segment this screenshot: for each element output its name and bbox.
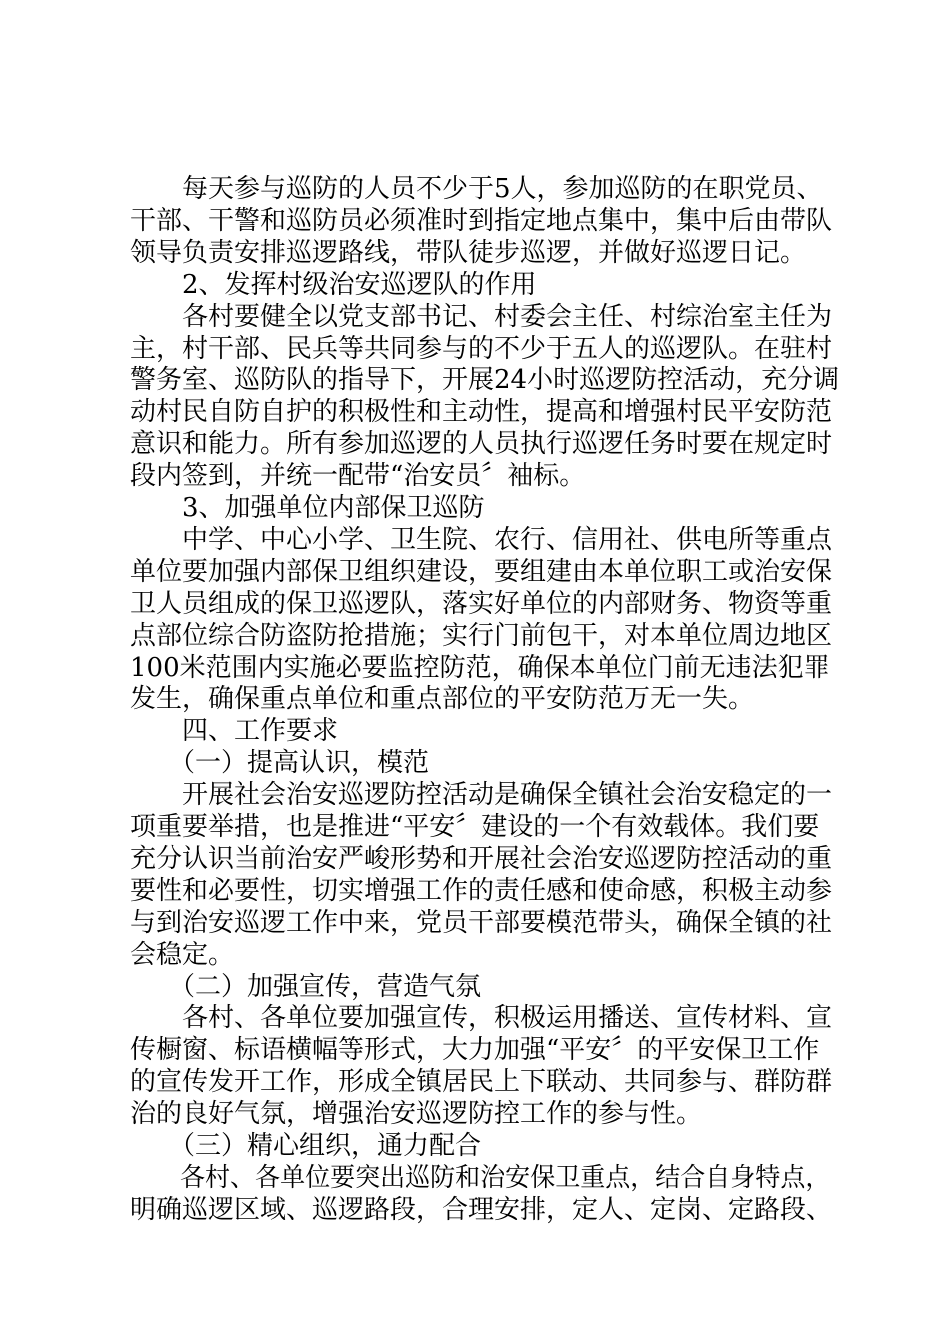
text-line: 卫人员组成的保卫巡逻队，落实好单位的内部财务、物资等重 xyxy=(130,589,833,619)
text-line: 100米范围内实施必要监控防范，确保本单位门前无违法犯罪 xyxy=(130,653,830,683)
text-line: 会稳定。 xyxy=(130,940,235,970)
text-line: 动村民自防自护的积极性和主动性，提高和增强村民平安防范 xyxy=(130,397,833,427)
subsection-heading: （二）加强宣传，营造气氛 xyxy=(130,972,482,1002)
text-line: 开展社会治安巡逻防控活动是确保全镇社会治安稳定的一 xyxy=(130,780,833,810)
text-line: 主，村干部、民兵等共同参与的不少于五人的巡逻队。在驻村 xyxy=(130,334,833,364)
text-line: 要性和必要性，切实增强工作的责任感和使命感，积极主动参 xyxy=(130,876,833,906)
text-line: 单位要加强内部保卫组织建设，要组建由本单位职工或治安保 xyxy=(130,557,833,587)
text-line: 各村要健全以党支部书记、村委会主任、村综治室主任为 xyxy=(130,302,833,332)
text-line: 领导负责安排巡逻路线，带队徒步巡逻，并做好巡逻日记。 xyxy=(130,238,807,268)
section-heading: 2、发挥村级治安巡逻队的作用 xyxy=(130,270,537,300)
text-line: 充分认识当前治安严峻形势和开展社会治安巡逻防控活动的重 xyxy=(130,844,833,874)
text-line: 与到治安巡逻工作中来，党员干部要模范带头，确保全镇的社 xyxy=(130,908,833,938)
text-line: 干部、干警和巡防员必须准时到指定地点集中，集中后由带队 xyxy=(130,206,833,236)
text-line: 中学、中心小学、卫生院、农行、信用社、供电所等重点 xyxy=(130,525,833,555)
text-line: 的宣传发开工作，形成全镇居民上下联动、共同参与、群防群 xyxy=(130,1067,833,1097)
text-line: 意识和能力。所有参加巡逻的人员执行巡逻任务时要在规定时 xyxy=(130,429,833,459)
text-line: 每天参与巡防的人员不少于5人，参加巡防的在职党员、 xyxy=(130,174,823,204)
subsection-heading: （三）精心组织，通力配合 xyxy=(130,1131,482,1161)
text-line: 警务室、巡防队的指导下，开展24小时巡逻防控活动，充分调 xyxy=(130,365,840,395)
text-line: 段内签到，并统一配带“治安员〞袖标。 xyxy=(130,461,586,491)
text-line: 各村、各单位要加强宣传，积极运用播送、宣传材料、宣 xyxy=(130,1003,833,1033)
subsection-heading: （一）提高认识，模范 xyxy=(130,748,430,778)
text-line: 传橱窗、标语横幅等形式，大力加强“平安〞的平安保卫工作 xyxy=(130,1035,820,1065)
section-heading: 四、工作要求 xyxy=(130,716,339,746)
text-line: 明确巡逻区域、巡逻路段，合理安排，定人、定岗、定路段、 xyxy=(130,1195,833,1225)
text-line: 发生，确保重点单位和重点部位的平安防范万无一失。 xyxy=(130,684,755,714)
text-line: 治的良好气氛，增强治安巡逻防控工作的参与性。 xyxy=(130,1099,703,1129)
section-heading: 3、加强单位内部保卫巡防 xyxy=(130,493,485,523)
text-line: 项重要举措，也是推进“平安〞建设的一个有效载体。我们要 xyxy=(130,812,820,842)
text-line: 点部位综合防盗防抢措施；实行门前包干，对本单位周边地区 xyxy=(130,621,833,651)
text-line: 各村、各单位要突出巡防和治安保卫重点，结合自身特点， xyxy=(130,1163,831,1193)
